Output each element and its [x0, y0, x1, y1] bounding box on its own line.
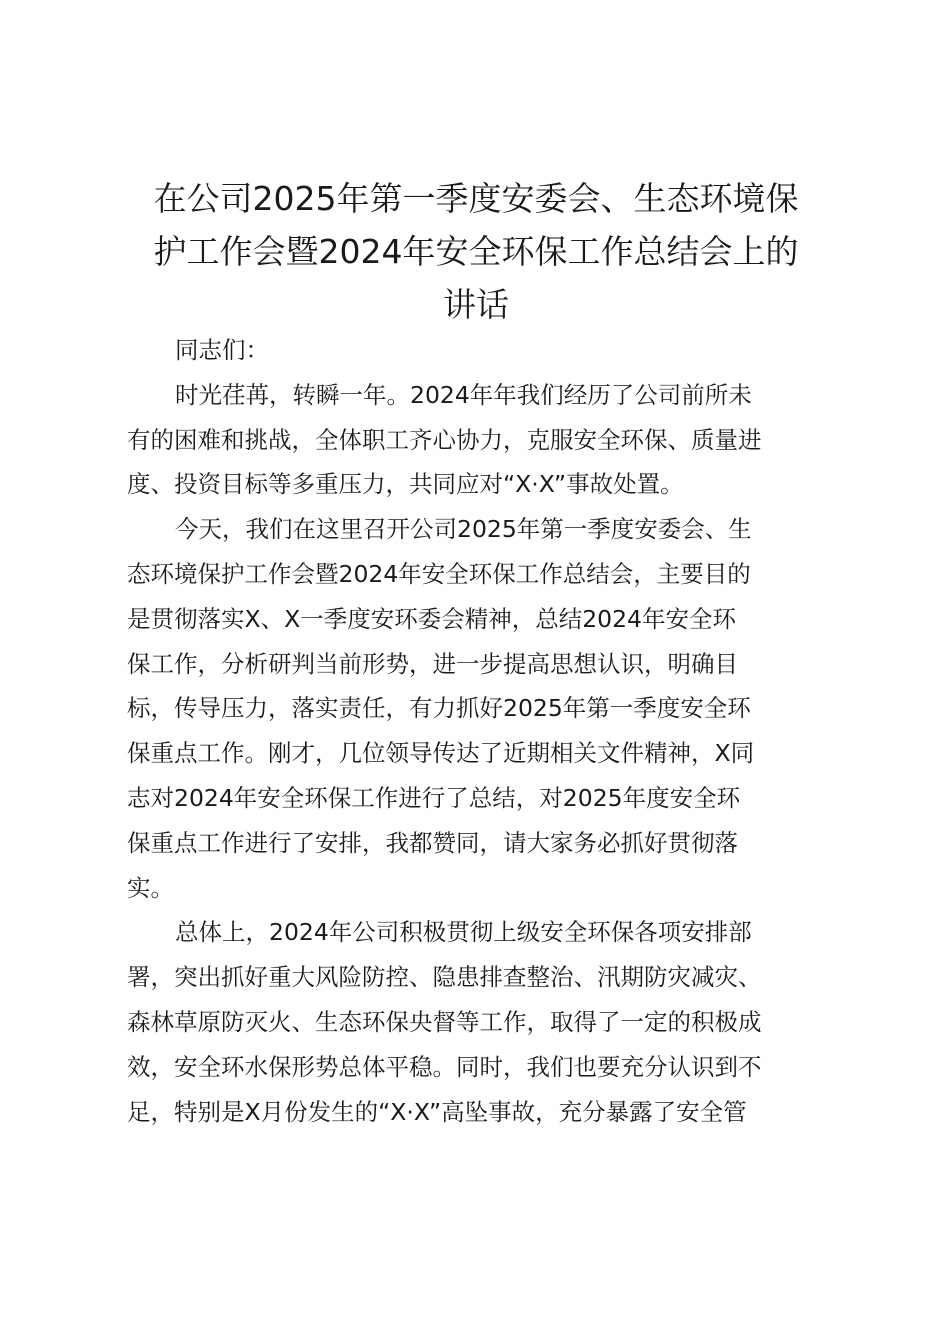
- paragraph-3-line: 效，安全环水保形势总体平稳。同时，我们也要充分认识到不: [127, 1052, 762, 1081]
- paragraph-2-line: 保重点工作。刚才，几位领导传达了近期相关文件精神，X同: [127, 739, 755, 768]
- paragraph-2-line: 今天，我们在这里召开公司2025年第一季度安委会、生: [175, 515, 752, 544]
- paragraph-3-line: 总体上，2024年公司积极贯彻上级安全环保各项安排部: [175, 918, 752, 947]
- paragraph-2-line: 保重点工作进行了安排，我都赞同，请大家务必抓好贯彻落: [127, 828, 738, 857]
- title-line: 在公司2025年第一季度安委会、生态环境保: [153, 179, 799, 218]
- paragraph-2-line: 实。: [127, 873, 174, 902]
- paragraph-2-line: 是贯彻落实X、X一季度安环委会精神，总结2024年安全环: [127, 604, 737, 633]
- paragraph-3-line: 森林草原防灭火、生态环保央督等工作，取得了一定的积极成: [127, 1007, 762, 1036]
- paragraph-3-line: 足，特别是X月份发生的“X·X”高坠事故，充分暴露了安全管: [127, 1097, 747, 1126]
- document-body: [127, 328, 819, 1134]
- paragraph-1-line: 有的困难和挑战，全体职工齐心协力，克服安全环保、质量进: [127, 425, 762, 454]
- paragraph-2-line: 保工作，分析研判当前形势，进一步提高思想认识，明确目: [127, 649, 738, 678]
- paragraph-2-line: 态环境保护工作会暨2024年安全环保工作总结会，主要目的: [127, 559, 751, 588]
- paragraph-2-line: 志对2024年安全环保工作进行了总结，对2025年度安全环: [127, 783, 741, 812]
- paragraph-3-line: 署，突出抓好重大风险防控、隐患排查整治、汛期防灾减灾、: [127, 963, 762, 992]
- document-title: [120, 172, 832, 331]
- salutation: 同志们：: [175, 336, 269, 364]
- title-line: 护工作会暨2024年安全环保工作总结会上的: [153, 232, 799, 271]
- paragraph-1-line: 时光荏苒，转瞬一年。2024年年我们经历了公司前所未: [175, 380, 752, 409]
- paragraph-1-line: 度、投资目标等多重压力，共同应对“X·X”事故处置。: [127, 470, 684, 499]
- title-line: 讲话: [443, 285, 509, 324]
- paragraph-2-line: 标，传导压力，落实责任，有力抓好2025年第一季度安全环: [127, 694, 751, 723]
